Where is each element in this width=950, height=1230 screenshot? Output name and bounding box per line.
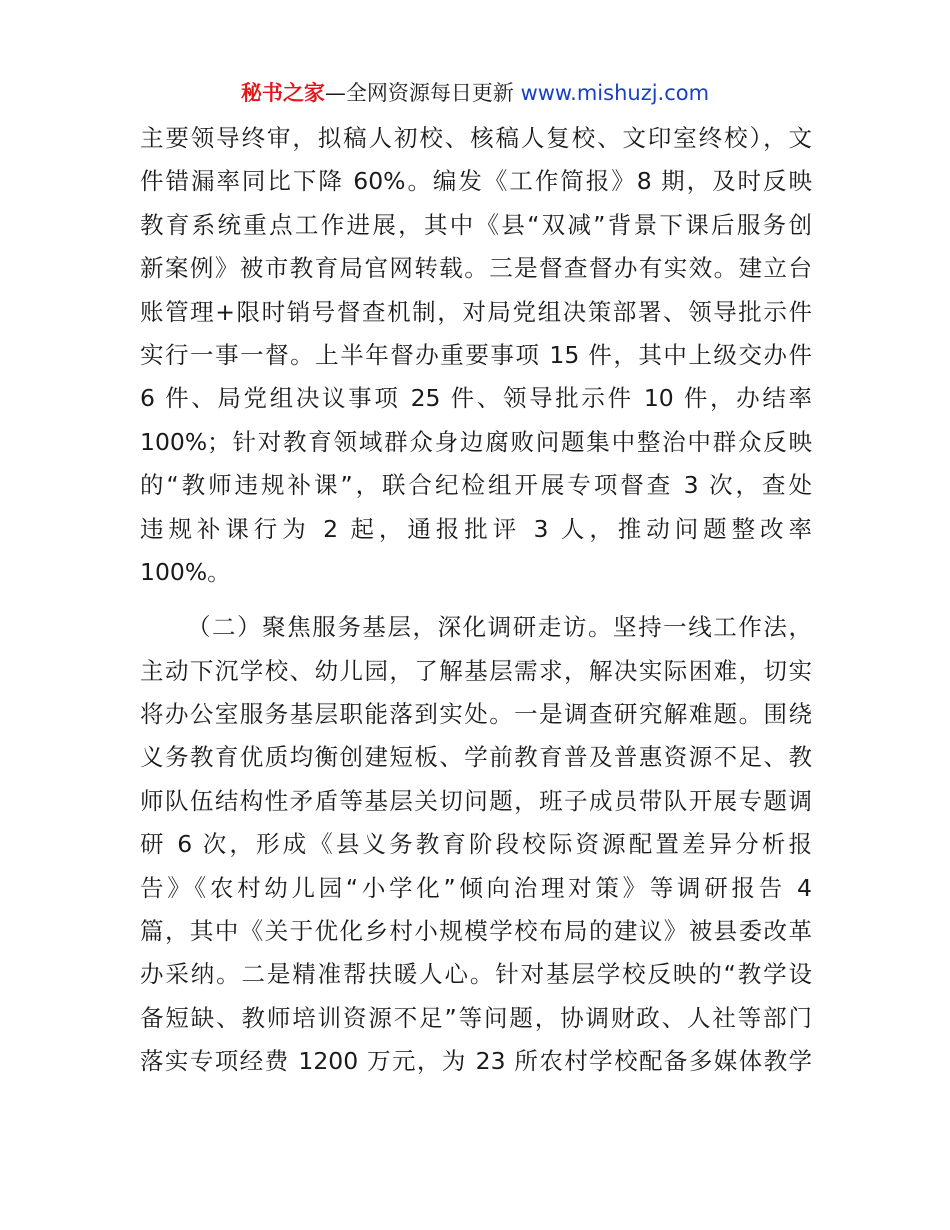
document-body xyxy=(140,117,812,1084)
text-line: 将办公室服务基层职能落到实处。一是调查研究解难题。围绕 xyxy=(140,700,812,729)
text-line: 义务教育优质均衡创建短板、学前教育普及普惠资源不足、教 xyxy=(140,743,812,772)
text-line: 研 6 次，形成《县义务教育阶段校际资源配置差异分析报 xyxy=(140,830,812,859)
text-line: 备短缺、教师培训资源不足”等问题，协调财政、人社等部门 xyxy=(140,1003,812,1032)
text-line: 实行一事一督。上半年督办重要事项 15 件，其中上级交办件 xyxy=(140,340,812,369)
text-line: 账管理+限时销号督查机制，对局党组决策部署、领导批示件 xyxy=(140,297,812,326)
page-header xyxy=(0,78,950,108)
text-line: 教育系统重点工作进展，其中《县“双减”背景下课后服务创 xyxy=(140,210,812,239)
paragraph-gap xyxy=(140,594,812,606)
header-tagline: —全网资源每日更新 xyxy=(324,81,521,105)
text-line: 办采纳。二是精准帮扶暖人心。针对基层学校反映的“教学设 xyxy=(140,960,812,989)
text-line: 新案例》被市教育局官网转载。三是督查督办有实效。建立台 xyxy=(140,254,812,283)
text-line: 100%；针对教育领域群众身边腐败问题集中整治中群众反映 xyxy=(140,427,812,456)
paragraph-2 xyxy=(140,606,812,1083)
text-line: 告》《农村幼儿园“小学化”倾向治理对策》等调研报告 4 xyxy=(140,873,812,902)
text-line: 落实专项经费 1200 万元，为 23 所农村学校配备多媒体教学 xyxy=(140,1047,812,1076)
paragraph-1 xyxy=(140,117,812,594)
text-line: 件错漏率同比下降 60%。编发《工作简报》8 期，及时反映 xyxy=(140,167,812,196)
text-line: 师队伍结构性矛盾等基层关切问题，班子成员带队开展专题调 xyxy=(140,786,812,815)
text-line: 主要领导终审，拟稿人初校、核稿人复校、文印室终校），文 xyxy=(140,124,812,152)
text-line: 6 件、局党组决议事项 25 件、领导批示件 10 件，办结率 xyxy=(140,384,812,413)
text-line: 的“教师违规补课”，联合纪检组开展专项督查 3 次，查处 xyxy=(140,471,812,500)
header-brand: 秘书之家 xyxy=(240,81,325,105)
text-line: 100%。 xyxy=(140,557,231,586)
text-line: （二）聚焦服务基层，深化调研走访。坚持一线工作法， xyxy=(187,613,812,642)
text-line: 违规补课行为 2 起，通报批评 3 人，推动问题整改率 xyxy=(140,514,812,543)
text-line: 主动下沉学校、幼儿园，了解基层需求，解决实际困难，切实 xyxy=(140,656,812,685)
header-site-link[interactable]: www.mishuzj.com xyxy=(520,81,710,105)
text-line: 篇，其中《关于优化乡村小规模学校布局的建议》被县委改革 xyxy=(140,917,812,946)
